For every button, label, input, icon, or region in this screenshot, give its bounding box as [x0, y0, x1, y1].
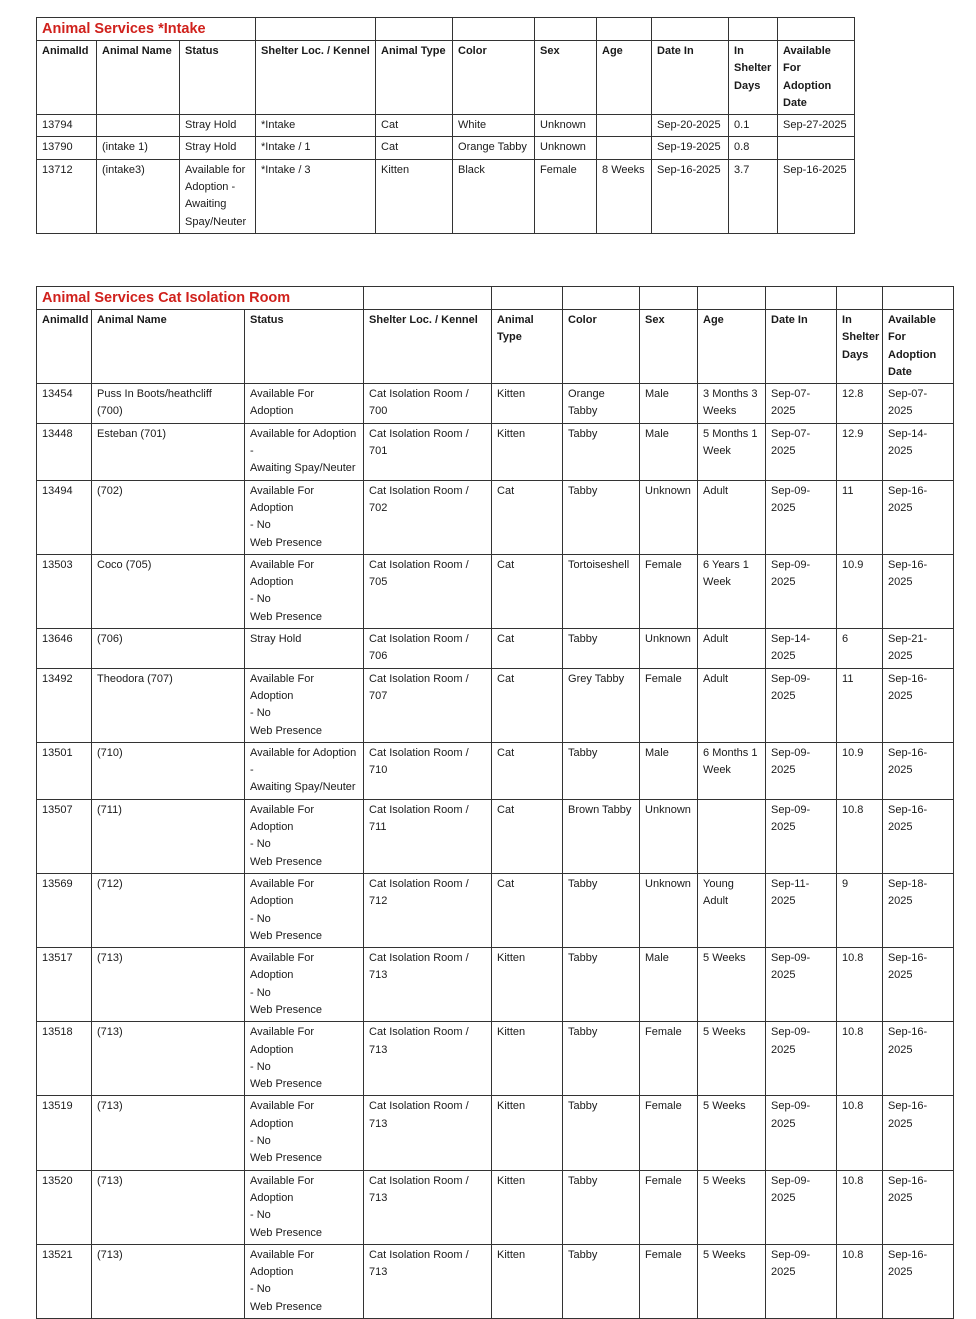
table-cell: 6 Months 1 Week	[698, 742, 766, 799]
table-cell: Sep-16-2025	[883, 1096, 954, 1170]
table-cell: Sep-11-2025	[766, 873, 837, 947]
table-cell: (intake 1)	[97, 137, 180, 159]
table-cell: Available For Adoption - No Web Presence	[245, 668, 364, 742]
table-row	[37, 137, 855, 159]
table-cell: Sep-16-2025	[883, 1022, 954, 1096]
table-cell: Available For Adoption - No Web Presence	[245, 1022, 364, 1096]
table-cell: Sep-16-2025	[778, 159, 855, 233]
table-cell	[698, 799, 766, 873]
table-cell: Cat Isolation Room / 712	[364, 873, 492, 947]
table-cell: (713)	[92, 948, 245, 1022]
table-cell	[778, 137, 855, 159]
table-cell: Sep-16-2025	[883, 742, 954, 799]
table-cell: 13454	[37, 384, 92, 424]
column-header: AnimalId	[37, 41, 97, 115]
table-cell: Kitten	[492, 1022, 563, 1096]
table-cell: Sep-16-2025	[652, 159, 729, 233]
table-cell: 13518	[37, 1022, 92, 1096]
table-cell: Sep-20-2025	[652, 115, 729, 137]
table-cell: Sep-07-2025	[883, 384, 954, 424]
column-header: Sex	[535, 41, 597, 115]
table-cell: Sep-16-2025	[883, 799, 954, 873]
table-cell: Kitten	[492, 384, 563, 424]
column-header: In Shelter Days	[729, 41, 778, 115]
table-cell: White	[453, 115, 535, 137]
table-cell: 13790	[37, 137, 97, 159]
table-cell: 8 Weeks	[597, 159, 652, 233]
table-row	[37, 1022, 954, 1096]
table-cell: Unknown	[640, 629, 698, 669]
table-cell: Tabby	[563, 1244, 640, 1318]
table-cell: Available for Adoption - Awaiting Spay/Neuter	[180, 159, 256, 233]
table-cell: 10.8	[837, 799, 883, 873]
table-cell: Cat	[492, 629, 563, 669]
isolation-header-row	[37, 310, 954, 384]
table-cell: Unknown	[640, 873, 698, 947]
table-cell: Grey Tabby	[563, 668, 640, 742]
table-row	[37, 1244, 954, 1318]
table-cell: Available For Adoption - No Web Presence	[245, 554, 364, 628]
table-cell: (intake3)	[97, 159, 180, 233]
table-cell: Sep-19-2025	[652, 137, 729, 159]
column-header: Available For Adoption Date	[778, 41, 855, 115]
table-cell: Orange Tabby	[563, 384, 640, 424]
table-cell: Sep-14-2025	[766, 629, 837, 669]
table-cell: Cat Isolation Room / 700	[364, 384, 492, 424]
table-cell: Sep-09-2025	[766, 554, 837, 628]
column-header: Animal Type	[492, 310, 563, 384]
table-cell: Female	[640, 1170, 698, 1244]
table-cell: 10.8	[837, 1244, 883, 1318]
column-header: Sex	[640, 310, 698, 384]
table-cell: Tabby	[563, 873, 640, 947]
table-cell: 5 Weeks	[698, 1244, 766, 1318]
table-cell: Sep-16-2025	[883, 1244, 954, 1318]
column-header: Color	[453, 41, 535, 115]
table-cell: 13569	[37, 873, 92, 947]
table-cell: Brown Tabby	[563, 799, 640, 873]
table-cell: Sep-16-2025	[883, 1170, 954, 1244]
table-cell: Cat Isolation Room / 713	[364, 948, 492, 1022]
table-cell: Sep-09-2025	[766, 1096, 837, 1170]
table-cell: 13492	[37, 668, 92, 742]
table-cell: Stray Hold	[180, 115, 256, 137]
table-cell: Male	[640, 384, 698, 424]
table-cell: Cat Isolation Room / 710	[364, 742, 492, 799]
table-cell: Available For Adoption - No Web Presence	[245, 948, 364, 1022]
table-cell: 13521	[37, 1244, 92, 1318]
table-row	[37, 423, 954, 480]
table-cell: Sep-09-2025	[766, 480, 837, 554]
table-cell: Sep-09-2025	[766, 799, 837, 873]
table-cell: 10.8	[837, 948, 883, 1022]
table-cell: Sep-16-2025	[883, 480, 954, 554]
table-row	[37, 480, 954, 554]
table-cell: 9	[837, 873, 883, 947]
table-cell: Tabby	[563, 423, 640, 480]
table-cell: Kitten	[376, 159, 453, 233]
table-cell: Cat Isolation Room / 713	[364, 1170, 492, 1244]
column-header: Color	[563, 310, 640, 384]
table-cell: Available for Adoption - Awaiting Spay/Neuter	[245, 423, 364, 480]
table-cell: 5 Weeks	[698, 1096, 766, 1170]
table-cell: Theodora (707)	[92, 668, 245, 742]
column-header: Status	[180, 41, 256, 115]
table-cell: 13519	[37, 1096, 92, 1170]
table-cell: (712)	[92, 873, 245, 947]
table-row	[37, 554, 954, 628]
table-cell: (713)	[92, 1022, 245, 1096]
table-cell: Kitten	[492, 1244, 563, 1318]
table-cell: Kitten	[492, 1170, 563, 1244]
table-row	[37, 1096, 954, 1170]
table-cell	[597, 115, 652, 137]
table-row	[37, 668, 954, 742]
table-cell: Sep-14-2025	[883, 423, 954, 480]
table-cell: Unknown	[640, 480, 698, 554]
table-cell: Kitten	[492, 423, 563, 480]
table-cell: 6	[837, 629, 883, 669]
table-cell: 13448	[37, 423, 92, 480]
table-cell: Cat Isolation Room / 702	[364, 480, 492, 554]
table-cell: (711)	[92, 799, 245, 873]
table-cell: Unknown	[535, 137, 597, 159]
table-cell: 13494	[37, 480, 92, 554]
table-cell: Cat	[376, 137, 453, 159]
table-cell: Coco (705)	[92, 554, 245, 628]
table-cell: *Intake / 3	[256, 159, 376, 233]
table-row	[37, 799, 954, 873]
table-cell: 13712	[37, 159, 97, 233]
table-cell: Female	[640, 668, 698, 742]
table-row	[37, 384, 954, 424]
column-header: Shelter Loc. / Kennel	[364, 310, 492, 384]
table-cell: Available For Adoption - No Web Presence	[245, 1170, 364, 1244]
table-row	[37, 115, 855, 137]
table-cell	[597, 137, 652, 159]
table-cell: Cat	[492, 799, 563, 873]
table-cell: (710)	[92, 742, 245, 799]
table-cell: Sep-09-2025	[766, 1022, 837, 1096]
table-cell: Available For Adoption - No Web Presence	[245, 799, 364, 873]
table-cell: 5 Weeks	[698, 948, 766, 1022]
table-cell: (713)	[92, 1096, 245, 1170]
intake-title: Animal Services *Intake	[37, 18, 256, 41]
column-header: Animal Name	[92, 310, 245, 384]
table-cell: Female	[640, 1022, 698, 1096]
table-cell: Cat Isolation Room / 711	[364, 799, 492, 873]
table-cell: Cat	[376, 115, 453, 137]
table-cell: Sep-09-2025	[766, 742, 837, 799]
table-cell: 13520	[37, 1170, 92, 1244]
table-cell: 5 Weeks	[698, 1170, 766, 1244]
table-cell: (702)	[92, 480, 245, 554]
table-cell: Adult	[698, 480, 766, 554]
table-cell: Tabby	[563, 629, 640, 669]
table-cell: Tabby	[563, 1022, 640, 1096]
table-cell: Tabby	[563, 1096, 640, 1170]
table-cell: Sep-21-2025	[883, 629, 954, 669]
table-cell: Esteban (701)	[92, 423, 245, 480]
intake-table	[36, 17, 855, 234]
table-cell: Sep-07-2025	[766, 423, 837, 480]
isolation-table	[36, 286, 954, 1319]
table-row	[37, 159, 855, 233]
isolation-title-row	[37, 287, 954, 310]
table-cell: Unknown	[640, 799, 698, 873]
table-cell: 10.8	[837, 1022, 883, 1096]
intake-header-row	[37, 41, 855, 115]
table-cell: Male	[640, 948, 698, 1022]
table-cell: Tabby	[563, 742, 640, 799]
table-cell: Cat Isolation Room / 701	[364, 423, 492, 480]
table-cell: Cat Isolation Room / 713	[364, 1244, 492, 1318]
table-cell: Cat	[492, 668, 563, 742]
table-cell: Sep-27-2025	[778, 115, 855, 137]
table-row	[37, 1170, 954, 1244]
column-header: Shelter Loc. / Kennel	[256, 41, 376, 115]
table-cell: (706)	[92, 629, 245, 669]
table-cell: Sep-16-2025	[883, 668, 954, 742]
table-cell: Cat Isolation Room / 706	[364, 629, 492, 669]
isolation-title: Animal Services Cat Isolation Room	[37, 287, 364, 310]
table-cell: 13794	[37, 115, 97, 137]
table-cell: Sep-07-2025	[766, 384, 837, 424]
table-cell: Cat Isolation Room / 713	[364, 1022, 492, 1096]
table-cell: 5 Months 1 Week	[698, 423, 766, 480]
column-header: Date In	[652, 41, 729, 115]
table-cell	[97, 115, 180, 137]
column-header: Status	[245, 310, 364, 384]
table-cell: 3.7	[729, 159, 778, 233]
table-cell: 10.9	[837, 554, 883, 628]
column-header: Available For Adoption Date	[883, 310, 954, 384]
table-cell: 5 Weeks	[698, 1022, 766, 1096]
table-cell: Male	[640, 423, 698, 480]
table-cell: Available For Adoption	[245, 384, 364, 424]
table-cell: Female	[640, 1096, 698, 1170]
table-row	[37, 873, 954, 947]
table-cell: Tabby	[563, 1170, 640, 1244]
table-cell: (713)	[92, 1170, 245, 1244]
table-cell: 0.1	[729, 115, 778, 137]
table-cell: Available For Adoption - No Web Presence	[245, 1244, 364, 1318]
table-cell: Unknown	[535, 115, 597, 137]
table-cell: Male	[640, 742, 698, 799]
table-cell: Cat	[492, 873, 563, 947]
table-cell: 13517	[37, 948, 92, 1022]
column-header: Date In	[766, 310, 837, 384]
intake-title-row	[37, 18, 855, 41]
table-cell: Young Adult	[698, 873, 766, 947]
table-cell: 10.8	[837, 1170, 883, 1244]
table-cell: Puss In Boots/heathcliff (700)	[92, 384, 245, 424]
table-cell: 13501	[37, 742, 92, 799]
column-header: Animal Name	[97, 41, 180, 115]
table-cell: Sep-16-2025	[883, 948, 954, 1022]
table-cell: Sep-09-2025	[766, 1170, 837, 1244]
table-cell: 12.9	[837, 423, 883, 480]
table-cell: *Intake	[256, 115, 376, 137]
table-cell: Available For Adoption - No Web Presence	[245, 1096, 364, 1170]
table-cell: Tabby	[563, 948, 640, 1022]
table-cell: Female	[535, 159, 597, 233]
table-cell: Available For Adoption - No Web Presence	[245, 873, 364, 947]
table-cell: Female	[640, 554, 698, 628]
table-cell: 3 Months 3 Weeks	[698, 384, 766, 424]
table-cell: Kitten	[492, 1096, 563, 1170]
table-cell: Available For Adoption - No Web Presence	[245, 480, 364, 554]
table-cell: Black	[453, 159, 535, 233]
column-header: Animal Type	[376, 41, 453, 115]
table-cell: Adult	[698, 629, 766, 669]
table-cell: 0.8	[729, 137, 778, 159]
column-header: In Shelter Days	[837, 310, 883, 384]
table-cell: 10.9	[837, 742, 883, 799]
table-cell: Sep-09-2025	[766, 668, 837, 742]
table-cell: Tortoiseshell	[563, 554, 640, 628]
table-row	[37, 629, 954, 669]
table-cell: Sep-16-2025	[883, 554, 954, 628]
table-row	[37, 948, 954, 1022]
table-cell: 6 Years 1 Week	[698, 554, 766, 628]
column-header: Age	[597, 41, 652, 115]
table-cell: 13503	[37, 554, 92, 628]
table-cell: Adult	[698, 668, 766, 742]
table-cell: Cat	[492, 554, 563, 628]
table-cell: *Intake / 1	[256, 137, 376, 159]
table-cell: Sep-09-2025	[766, 1244, 837, 1318]
table-cell: 13646	[37, 629, 92, 669]
table-cell: Stray Hold	[245, 629, 364, 669]
table-cell: (713)	[92, 1244, 245, 1318]
table-cell: 11	[837, 668, 883, 742]
table-cell: Cat Isolation Room / 707	[364, 668, 492, 742]
table-cell: Sep-18-2025	[883, 873, 954, 947]
table-cell: Cat Isolation Room / 713	[364, 1096, 492, 1170]
column-header: Age	[698, 310, 766, 384]
table-cell: Stray Hold	[180, 137, 256, 159]
table-cell: Cat	[492, 742, 563, 799]
table-cell: Kitten	[492, 948, 563, 1022]
table-cell: Tabby	[563, 480, 640, 554]
table-cell: Female	[640, 1244, 698, 1318]
table-cell: Cat	[492, 480, 563, 554]
column-header: AnimalId	[37, 310, 92, 384]
table-cell: Orange Tabby	[453, 137, 535, 159]
table-cell: 11	[837, 480, 883, 554]
table-row	[37, 742, 954, 799]
table-cell: 10.8	[837, 1096, 883, 1170]
table-cell: Sep-09-2025	[766, 948, 837, 1022]
table-cell: 13507	[37, 799, 92, 873]
table-cell: Cat Isolation Room / 705	[364, 554, 492, 628]
table-cell: 12.8	[837, 384, 883, 424]
table-cell: Available for Adoption - Awaiting Spay/Neuter	[245, 742, 364, 799]
